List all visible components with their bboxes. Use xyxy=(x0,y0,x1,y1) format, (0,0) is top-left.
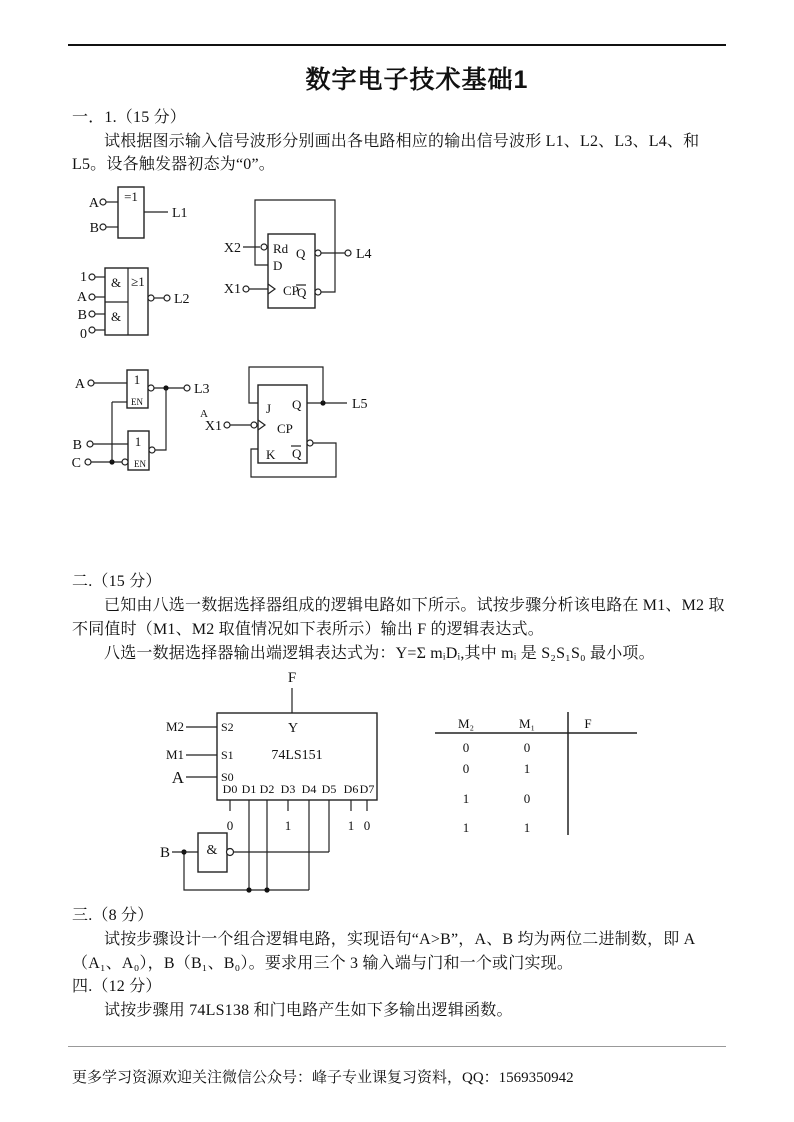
footer-rule xyxy=(68,1046,726,1047)
input-b-label: B xyxy=(77,308,87,323)
cell-m2: 1 xyxy=(462,791,470,806)
q1-heading: 一．1.（15 分） xyxy=(72,109,187,126)
q-label: Q xyxy=(292,397,302,412)
d0-label: D0 xyxy=(222,782,238,796)
d4-label: D4 xyxy=(301,782,317,796)
select-s2-label: S2 xyxy=(221,720,234,734)
footer-text: 更多学习资源欢迎关注微信公众号：峰子专业课复习资料，QQ：1569350942 xyxy=(72,1070,574,1086)
cell-m1: 0 xyxy=(523,791,531,806)
output-l2-label: L2 xyxy=(174,292,190,307)
q2-heading: 二.（15 分） xyxy=(72,573,162,590)
cell-m2: 0 xyxy=(462,761,470,776)
mux-chip-label: 74LS151 xyxy=(271,748,323,763)
cell-m1: 0 xyxy=(523,740,531,755)
xor-gate-circuit xyxy=(89,187,188,238)
input-0-label: 0 xyxy=(80,327,87,342)
buffer1-en-label: EN xyxy=(131,397,143,407)
table-row xyxy=(463,820,531,835)
q3-line2: （A₁、A₀），B（B₁、B₀）。要求用三个 3 输入端与门和一个或门实现。 xyxy=(72,955,574,972)
select-s0-label: S0 xyxy=(221,770,234,784)
q-bar-label: Q xyxy=(297,285,307,300)
q1-line1: 试根据图示输入信号波形分别画出各电路相应的输出信号波形 L1、L2、L3、L4、和 xyxy=(104,133,700,150)
q2-line3: 八选一数据选择器输出端逻辑表达式为：Y=Σ mᵢDᵢ,其中 mᵢ 是 S₂S₁S₀ 最小项。 xyxy=(104,645,655,662)
output-l4-label: L4 xyxy=(356,247,372,262)
clock-triangle xyxy=(268,284,275,294)
q2-line1: 已知由八选一数据选择器组成的逻辑电路如下所示。试按步骤分析该电路在 M1、M2 取 xyxy=(104,597,725,614)
q1-line2: L5。设各触发器初态为“0”。 xyxy=(72,156,275,173)
input-a-label: A xyxy=(76,290,87,305)
col-m1-header: M₁ xyxy=(518,716,536,731)
d7-label: D7 xyxy=(359,782,375,796)
and1-symbol: & xyxy=(110,275,122,290)
d1-label: D1 xyxy=(241,782,257,796)
q2-line2: 不同值时（M1、M2 取值情况如下表所示）输出 F 的逻辑表达式。 xyxy=(72,621,544,638)
mux-74ls151-circuit xyxy=(160,670,377,893)
q1-circuits-figure xyxy=(60,180,420,500)
input-b-label: B xyxy=(89,221,99,236)
output-f-label: F xyxy=(287,670,297,686)
d0-value: 0 xyxy=(226,818,234,833)
buffer1-symbol: 1 xyxy=(133,372,141,387)
page-title: 数字电子技术基础1 xyxy=(305,66,529,94)
nand-symbol: & xyxy=(206,843,218,858)
col-f-header: F xyxy=(584,716,592,731)
q4-line1: 试按步骤用 74LS138 和门电路产生如下多输出逻辑函数。 xyxy=(104,1002,513,1019)
mux-data-wires xyxy=(181,800,329,893)
buffer2-symbol: 1 xyxy=(134,434,142,449)
d2-label: D2 xyxy=(259,782,275,796)
input-a-label: A xyxy=(171,768,184,787)
cell-m1: 1 xyxy=(523,761,531,776)
output-l5-label: L5 xyxy=(352,397,368,412)
cell-m1: 1 xyxy=(523,820,531,835)
input-b-label: B xyxy=(72,438,82,453)
q-bar-label: Q xyxy=(292,446,302,461)
buffer2-en-label: EN xyxy=(134,459,146,469)
input-a-label: A xyxy=(88,196,99,211)
input-m1-label: M1 xyxy=(165,747,184,762)
q2-mux-figure xyxy=(150,665,650,900)
input-c-label: C xyxy=(71,456,81,471)
mux-y-label: Y xyxy=(287,721,299,736)
input-x1-label: X1 xyxy=(223,282,241,297)
d3-label: D3 xyxy=(280,782,296,796)
d6-label: D6 xyxy=(343,782,359,796)
output-l3-label: L3 xyxy=(194,382,210,397)
cell-m2: 0 xyxy=(462,740,470,755)
output-l1-label: L1 xyxy=(172,206,188,221)
input-b-label: B xyxy=(159,845,170,861)
input-1-label: 1 xyxy=(80,270,87,285)
q4-heading: 四.（12 分） xyxy=(72,978,162,995)
input-m2-label: M2 xyxy=(165,719,184,734)
cp-label: CP xyxy=(277,421,293,436)
table-row xyxy=(463,791,531,806)
d6-value: 1 xyxy=(347,818,355,833)
clock-triangle xyxy=(258,420,265,430)
d5-label: D5 xyxy=(321,782,337,796)
d7-value: 0 xyxy=(363,818,371,833)
top-rule xyxy=(68,44,726,46)
truth-table xyxy=(435,712,637,835)
nand-output-bubble xyxy=(227,849,234,856)
jk-flipflop-circuit xyxy=(200,367,368,477)
or-symbol: ≥1 xyxy=(131,274,145,289)
and-or-gate-circuit xyxy=(77,268,190,342)
q3-heading: 三.（8 分） xyxy=(72,907,154,924)
d-label: D xyxy=(273,258,283,273)
note-a-label: A xyxy=(200,408,208,420)
table-row xyxy=(463,740,531,755)
input-x1-label: X1 xyxy=(204,419,222,434)
rd-label: Rd xyxy=(273,241,289,256)
j-label: J xyxy=(266,401,272,416)
select-s1-label: S1 xyxy=(221,748,234,762)
cell-m2: 1 xyxy=(462,820,470,835)
input-x2-label: X2 xyxy=(223,241,241,256)
k-label: K xyxy=(266,447,276,462)
cp-label: CP xyxy=(283,283,299,298)
and2-symbol: & xyxy=(110,309,122,324)
xor-gate-symbol: =1 xyxy=(124,189,138,204)
q-label: Q xyxy=(296,246,306,261)
input-a-label: A xyxy=(74,377,85,392)
col-m2-header: M₂ xyxy=(457,716,475,731)
d3-value: 1 xyxy=(284,818,292,833)
q3-line1: 试按步骤设计一个组合逻辑电路，实现语句“A>B”，A、B 均为两位二进制数，即 A xyxy=(104,931,696,948)
tristate-buffer-circuit xyxy=(72,370,210,471)
table-row xyxy=(463,761,531,776)
d-flipflop-circuit xyxy=(224,200,372,308)
